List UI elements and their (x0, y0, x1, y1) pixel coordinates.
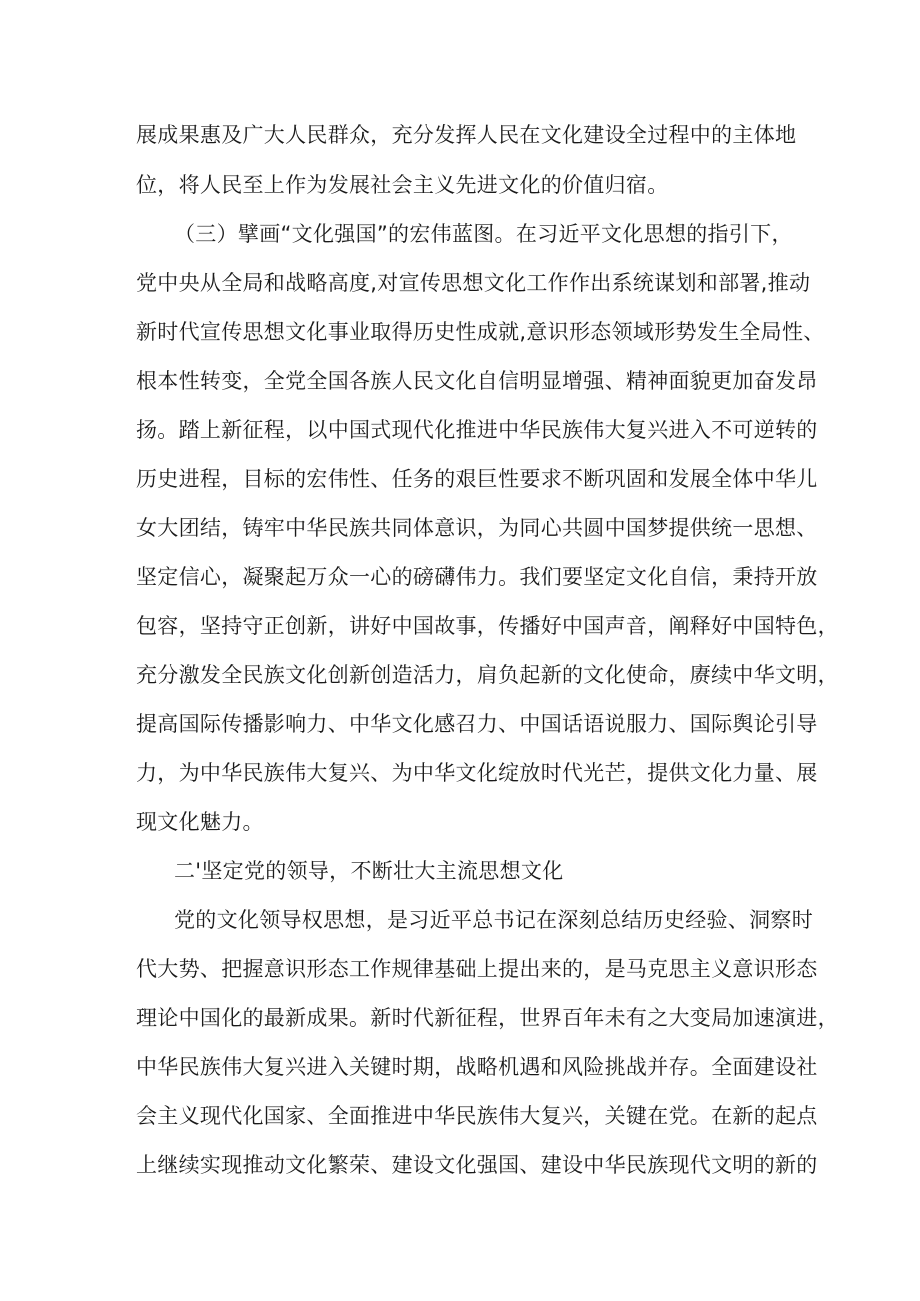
text-line: 提高国际传播影响力、中华文化感召力、中国话语说服力、国际舆论引导 (136, 712, 818, 736)
section-heading-3: （三）擘画“文化强国”的宏伟蓝图。在习近平文化思想的指引下， (174, 222, 793, 246)
section-heading-2: 二'坚定党的领导，不断壮大主流思想文化 (174, 859, 564, 883)
text-line: 党的文化领导权思想，是习近平总书记在深刻总结历史经验、洞察时 (174, 908, 813, 932)
text-line: 党中央从全局和战略高度,对宣传思想文化工作作出系统谋划和部署,推动 (136, 271, 811, 295)
text-line: 扬。踏上新征程，以中国式现代化推进中华民族伟大复兴进入不可逆转的 (136, 418, 818, 442)
text-line: 根本性转变，全党全国各族人民文化自信明显增强、精神面貌更加奋发昂 (136, 369, 818, 393)
text-line: 坚定信心，凝聚起万众一心的磅礴伟力。我们要坚定文化自信，秉持开放 (136, 565, 818, 589)
text-line: 充分激发全民族文化创新创造活力，肩负起新的文化使命，赓续中华文明， (136, 663, 839, 687)
text-line: 代大势、把握意识形态工作规律基础上提出来的，是马克思主义意识形态 (136, 957, 818, 981)
text-line: 展成果惠及广大人民群众，充分发挥人民在文化建设全过程中的主体地 (136, 123, 797, 147)
text-line: 新时代宣传思想文化事业取得历史性成就,意识形态领域形势发生全局性、 (136, 320, 825, 344)
text-line: 位，将人民至上作为发展社会主义先进文化的价值归宿。 (136, 173, 669, 197)
text-line: 理论中国化的最新成果。新时代新征程，世界百年未有之大变局加速演进， (136, 1006, 839, 1030)
text-line: 现文化魅力。 (136, 810, 264, 834)
text-line: 女大团结，铸牢中华民族共同体意识，为同心共圆中国梦提供统一思想、 (136, 516, 818, 540)
text-line: 会主义现代化国家、全面推进中华民族伟大复兴，关键在党。在新的起点 (136, 1104, 818, 1128)
text-line: 上继续实现推动文化繁荣、建设文化强国、建设中华民族现代文明的新的 (136, 1153, 818, 1177)
text-line: 历史进程，目标的宏伟性、任务的艰巨性要求不断巩固和发展全体中华儿 (136, 467, 818, 491)
text-line: 中华民族伟大复兴进入关键时期，战略机遇和风险挑战并存。全面建设社 (136, 1055, 818, 1079)
text-line: 力，为中华民族伟大复兴、为中华文化绽放时代光芒，提供文化力量、展 (136, 761, 818, 785)
text-line: 包容，坚持守正创新，讲好中国故事，传播好中国声音，阐释好中国特色， (136, 614, 839, 638)
